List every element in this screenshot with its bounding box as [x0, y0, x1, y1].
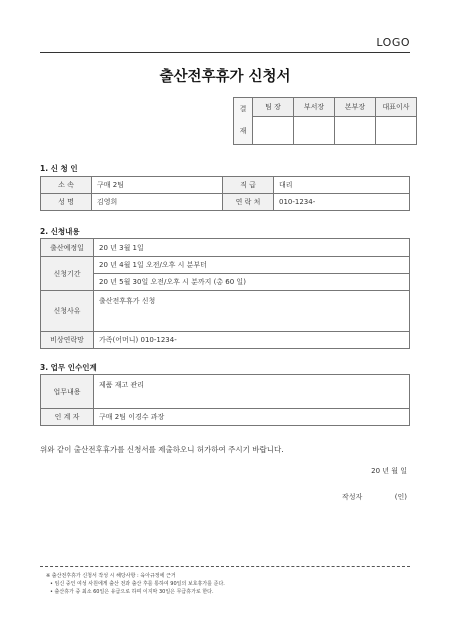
- writer-seal: (인): [394, 493, 407, 501]
- approval-position-ceo: 대표이사: [376, 98, 417, 117]
- field-value-period-from[interactable]: 20 년 4월 1일 오전/오후 시 분부터: [94, 257, 410, 274]
- field-value-emergency-contact[interactable]: 가족(어머니) 010-1234-: [94, 332, 410, 349]
- writer-line: [342, 492, 407, 502]
- field-value-rank[interactable]: 대리: [274, 177, 410, 194]
- footer-divider: [40, 566, 410, 567]
- field-label: 인 계 자: [41, 409, 94, 426]
- field-value-due-date[interactable]: 20 년 3월 1일: [94, 239, 410, 257]
- writer-label: 작성자: [342, 493, 363, 501]
- handover-table: [40, 374, 410, 426]
- field-label: 연 락 처: [223, 194, 274, 211]
- field-value-contact[interactable]: 010-1234-: [274, 194, 410, 211]
- note-item: • 임신 중인 여성 사원에게 출산 전과 출산 후를 통하여 90일의 보호휴가를 준다.: [50, 581, 225, 587]
- request-statement: 위와 같이 출산전후휴가를 신청서를 제출하오니 허가하여 주시기 바랍니다.: [40, 445, 284, 454]
- date-line[interactable]: 20 년 월 일: [371, 467, 407, 475]
- approval-sign-box[interactable]: [335, 117, 376, 145]
- field-label: 성 명: [41, 194, 92, 211]
- request-table: [40, 238, 410, 349]
- field-label: 신청사유: [41, 291, 94, 332]
- approval-sign-box[interactable]: [376, 117, 417, 145]
- approval-sign-box[interactable]: [294, 117, 335, 145]
- approval-sign-box[interactable]: [253, 117, 294, 145]
- approval-position-team-lead: 팀 장: [253, 98, 294, 117]
- field-value-department[interactable]: 구매 2팀: [92, 177, 223, 194]
- field-label: 업무내용: [41, 375, 94, 409]
- field-label: 직 급: [223, 177, 274, 194]
- section-heading-applicant: 1. 신 청 인: [40, 164, 78, 173]
- header-divider: [40, 52, 410, 53]
- approval-position-dept-head: 부서장: [294, 98, 335, 117]
- field-label: 신청기간: [41, 257, 94, 291]
- company-logo: LOGO: [376, 36, 410, 49]
- approval-position-division-head: 본부장: [335, 98, 376, 117]
- section-heading-request: 2. 신청내용: [40, 227, 80, 236]
- approval-side-label: 결 재: [234, 98, 253, 145]
- field-label: 출산예정일: [41, 239, 94, 257]
- field-value-handover-person[interactable]: 구매 2팀 이경수 과장: [94, 409, 410, 426]
- approval-table: [233, 97, 417, 145]
- field-value-name[interactable]: 김영희: [92, 194, 223, 211]
- note-item: • 출산휴가 중 최소 60일은 유급으로 하며 이지막 30일은 무급휴가로 한다.: [50, 589, 214, 595]
- field-value-reason[interactable]: 출산전후휴가 신청: [94, 291, 410, 332]
- applicant-table: [40, 176, 410, 211]
- document-title: 출산전후휴가 신청서: [159, 69, 291, 85]
- note-header: ※ 출산전후휴가 신청서 작성 시 해당사항 : 육아규정에 근거: [46, 573, 176, 579]
- field-value-task[interactable]: 제품 재고 관리: [94, 375, 410, 409]
- section-heading-handover: 3. 업무 인수인계: [40, 363, 97, 372]
- field-label: 소 속: [41, 177, 92, 194]
- field-label: 비상연락망: [41, 332, 94, 349]
- field-value-period-to[interactable]: 20 년 5월 30일 오전/오후 시 분까지 (총 60 일): [94, 274, 410, 291]
